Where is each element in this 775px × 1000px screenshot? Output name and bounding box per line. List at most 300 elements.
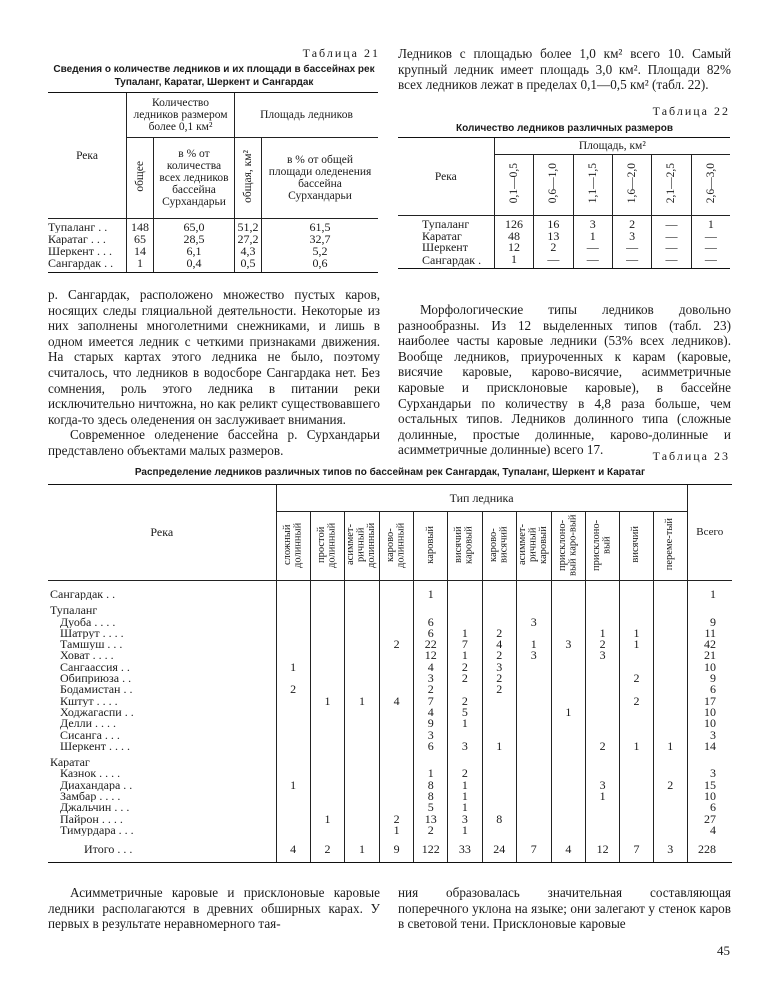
table23-cell: 1	[620, 741, 654, 752]
table22-row	[398, 242, 730, 254]
table23-cell-total: 10	[687, 662, 732, 673]
table23-row	[48, 662, 732, 673]
table23-cell	[379, 707, 413, 718]
table23-cell: 1	[414, 581, 448, 601]
table23-cell-river: Тамшуш . . .	[60, 639, 123, 651]
table23-cell	[551, 814, 585, 825]
table23-cell: 3	[448, 814, 482, 825]
table23-cell-river: Сангаассия . .	[60, 661, 130, 674]
table23-row	[48, 673, 732, 684]
table23-cell	[585, 696, 619, 707]
table23-cell: 7	[620, 836, 654, 862]
table22-cell: 2	[612, 216, 651, 231]
table22-cell: 1	[573, 231, 612, 243]
table23-cell: 2	[448, 662, 482, 673]
table23-row	[48, 707, 732, 718]
table23-row	[48, 730, 732, 741]
table23-cell	[345, 741, 380, 752]
table23-cell	[379, 650, 413, 661]
table23-cell	[620, 718, 654, 729]
table22-header-range: 1,6—2,0	[612, 155, 651, 216]
table23-cell: 3	[414, 730, 448, 741]
table23-row	[48, 684, 732, 695]
table23-cell-river: Бодамистан . .	[60, 684, 133, 696]
text-bottom-right: ния образовалась значительная составляющая поперечного уклона на языке; они залегают у стенок каров в световой тени. Присклоновые каровые	[398, 885, 731, 932]
table23-cell: 22	[414, 639, 448, 650]
table23-cell: 1	[448, 791, 482, 802]
table23-cell: 2	[414, 825, 448, 836]
table21-cell-area: 4,3	[235, 245, 262, 257]
table23-cell-total: 10	[687, 707, 732, 718]
table21-row	[48, 233, 378, 245]
table23-cell-total: 10	[687, 718, 732, 729]
table23-row	[48, 650, 732, 661]
table23-cell	[620, 752, 654, 768]
table23-cell: 7	[516, 836, 551, 862]
table23-cell	[516, 741, 551, 752]
table23-cell	[620, 581, 654, 601]
table23-group-row	[48, 752, 732, 768]
table23-cell: 1	[310, 696, 344, 707]
table23-cell: 2	[620, 696, 654, 707]
table23-cell	[310, 581, 344, 601]
table22-cell: 12	[494, 242, 534, 254]
table23-row	[48, 802, 732, 813]
table23-cell-river: Замбар . . . .	[60, 791, 121, 803]
table23-cell	[551, 741, 585, 752]
table23-cell: 2	[379, 639, 413, 650]
table21-cell-area_pct: 61,5	[262, 219, 379, 234]
table23-cell	[585, 752, 619, 768]
table21-caption: Таблица 21	[302, 46, 380, 60]
table23-cell	[653, 673, 687, 684]
table21-header-area-group: Площадь ледников	[235, 93, 379, 138]
table23-cell	[516, 707, 551, 718]
table23-cell-river: Диахандара . .	[60, 779, 133, 792]
table23-cell	[379, 581, 413, 601]
table22-cell: 48	[494, 231, 534, 243]
table23-cell	[345, 825, 380, 836]
table23-cell	[516, 768, 551, 779]
table23-cell	[310, 791, 344, 802]
table22-cell: 2	[534, 242, 573, 254]
table23-cell: 1	[448, 718, 482, 729]
table23-cell	[585, 662, 619, 673]
table23-header-type: висячий	[620, 512, 654, 581]
table23-cell: 1	[620, 639, 654, 650]
table23-cell-river: Пайрон . . . .	[60, 813, 123, 825]
table22-cell: —	[691, 254, 730, 269]
table23-cell	[345, 650, 380, 661]
table22-cell: —	[612, 242, 651, 254]
table22-header-range: 2,6—3,0	[691, 155, 730, 216]
table23-cell	[310, 768, 344, 779]
table23-cell	[379, 752, 413, 768]
table22-row	[398, 231, 730, 243]
table22-cell-river: Шеркент	[422, 242, 468, 254]
table23-cell	[379, 768, 413, 779]
table23-cell	[379, 730, 413, 741]
table23-cell	[276, 617, 310, 628]
table23-cell	[551, 730, 585, 741]
table23-cell	[551, 581, 585, 601]
table21-header-count-total: общее	[127, 138, 154, 219]
table23-cell	[585, 600, 619, 616]
table23-cell	[345, 617, 380, 628]
table23-cell: 7	[414, 696, 448, 707]
table23-row	[48, 696, 732, 707]
table22-cell-river: Каратаг	[422, 230, 462, 242]
table23-cell-total: 6	[687, 802, 732, 813]
table23-cell: 2	[448, 696, 482, 707]
table23-cell-river: Каратаг	[50, 755, 90, 769]
text-left-2: Современное оледенение бассейна р. Сурхандарьи представлено объектами малых размеров.	[48, 427, 380, 458]
table23-cell-river: Шеркент . . . .	[60, 740, 130, 753]
table23-cell	[516, 684, 551, 695]
table23-cell-total: 27	[687, 814, 732, 825]
table23-header-type: карово-висячий	[482, 512, 516, 581]
table23-cell	[310, 825, 344, 836]
table23-cell-river: Итого . . .	[48, 836, 276, 862]
table21-cell-count_pct: 28,5	[154, 233, 235, 245]
table23-cell: 1	[482, 741, 516, 752]
table21-row	[48, 245, 378, 257]
table21-header-area-pct: в % от общей площади оледенения бассейна Сурхандарьи	[262, 138, 379, 219]
table23-cell	[653, 814, 687, 825]
table23-cell: 1	[414, 768, 448, 779]
table23-group-row	[48, 600, 732, 616]
table23-cell	[276, 581, 310, 601]
table23-header-type: висячий каровый	[448, 512, 482, 581]
table23-row	[48, 628, 732, 639]
table23-cell: 4	[551, 836, 585, 862]
table21-cell-name: Шеркент . . .	[48, 245, 112, 257]
table23-header-type: присклоно-вый	[585, 512, 619, 581]
table23-cell	[310, 752, 344, 768]
table23-cell	[551, 752, 585, 768]
table23-cell: 1	[345, 836, 380, 862]
table23-cell	[551, 673, 585, 684]
table23-header-total: Всего	[687, 485, 732, 581]
table23-cell	[345, 673, 380, 684]
table23-cell-total: 9	[687, 617, 732, 628]
table21-cell-count: 14	[127, 245, 154, 257]
table23-header-river: Река	[48, 485, 276, 581]
table23-cell: 9	[414, 718, 448, 729]
table22-cell: 1	[691, 216, 730, 231]
table23-cell: 2	[482, 684, 516, 695]
table23-cell-river: Ховат . . . .	[60, 650, 114, 662]
table23-cell	[516, 718, 551, 729]
table23-cell	[585, 718, 619, 729]
table23-cell	[345, 791, 380, 802]
table23-cell: 6	[414, 628, 448, 639]
table23-cell	[585, 814, 619, 825]
table23-cell: 5	[414, 802, 448, 813]
table23-cell	[276, 707, 310, 718]
table21-cell-count_pct: 0,4	[154, 257, 235, 273]
table21-header-area-total: общая, км²	[235, 138, 262, 219]
table23-cell	[448, 581, 482, 601]
table23-cell: 4	[482, 639, 516, 650]
table23-cell	[551, 662, 585, 673]
table23-cell	[482, 780, 516, 791]
table23-cell: 2	[310, 836, 344, 862]
table21-cell-area: 0,5	[235, 257, 262, 273]
table23-cell: 3	[448, 741, 482, 752]
table23-cell: 1	[345, 696, 380, 707]
table23-row	[48, 718, 732, 729]
table23-cell	[551, 791, 585, 802]
table23-cell	[310, 730, 344, 741]
table23-cell-total: 3	[687, 768, 732, 779]
table23-cell	[516, 696, 551, 707]
table22-cell: —	[612, 254, 651, 269]
table23-cell: 2	[414, 684, 448, 695]
table23-cell	[276, 718, 310, 729]
table21	[48, 92, 378, 273]
table23-cell-total: 17	[687, 696, 732, 707]
table23-cell-river: Обиприюза . .	[60, 673, 132, 685]
table23-cell: 8	[414, 791, 448, 802]
table23-cell: 2	[448, 673, 482, 684]
table23-cell: 1	[448, 780, 482, 791]
table23-cell	[276, 741, 310, 752]
table23-cell: 1	[551, 707, 585, 718]
table23-cell	[276, 825, 310, 836]
table23-caption: Таблица 23	[652, 449, 730, 463]
table23-cell-total: 10	[687, 791, 732, 802]
table23-header-type: асиммет-ричный каровый	[516, 512, 551, 581]
table22-cell: 3	[573, 216, 612, 231]
table23-cell	[482, 696, 516, 707]
table23-cell	[310, 673, 344, 684]
table22-caption: Таблица 22	[652, 104, 730, 118]
table23-cell: 4	[414, 662, 448, 673]
table23-cell-total: 42	[687, 639, 732, 650]
table23-cell: 2	[482, 673, 516, 684]
table23-cell	[345, 628, 380, 639]
table22-cell: 1	[494, 254, 534, 269]
table23-cell	[653, 802, 687, 813]
table23-cell: 1	[585, 628, 619, 639]
table23-cell: 8	[414, 780, 448, 791]
table22-cell-river: Тупаланг	[422, 217, 470, 231]
table23-cell: 3	[585, 650, 619, 661]
table23-cell	[551, 684, 585, 695]
table23-cell	[379, 662, 413, 673]
table22	[398, 137, 730, 269]
table22-header-range: 2,1—2,5	[652, 155, 691, 216]
text-right-1: Морфологические типы ледников довольно разнообразны. Из 12 выделенных типов (табл. 23) наиболее часты каровые ледники (53% всех ледников). Вообще ледников, приуроченных к карам (каровые, висячие каровые, карово-висячие, асимметричные каровые и присклоновые каровые), в бассейне Сурхандарьи по количеству в 4,8 раза больше, чем остальных типов. Ледников долинного типа (сложные долинные, простые долинные, карово-долинные и асимметричные долинные) всего 17.	[398, 302, 731, 458]
table22-header-area-group: Площадь, км²	[494, 138, 730, 155]
table23-cell	[276, 600, 310, 616]
table23-cell: 12	[585, 836, 619, 862]
table23-title: Распределение ледников различных типов по бассейнам рек Сангардак, Тупаланг, Шеркент и Каратаг	[134, 467, 646, 478]
table23-cell	[345, 780, 380, 791]
table23-cell	[482, 791, 516, 802]
table22-cell-river: Сангардак .	[398, 254, 494, 269]
table23-cell	[653, 707, 687, 718]
table22-cell: —	[691, 242, 730, 254]
table23-cell	[482, 718, 516, 729]
table23-cell	[310, 780, 344, 791]
table23-cell	[310, 628, 344, 639]
table23-cell	[585, 825, 619, 836]
table23-cell	[551, 718, 585, 729]
table23-cell: 122	[414, 836, 448, 862]
table23-cell	[482, 825, 516, 836]
table23-cell	[482, 707, 516, 718]
table23-cell	[310, 707, 344, 718]
table23-cell	[551, 768, 585, 779]
table23-cell	[345, 730, 380, 741]
table21-cell-count: 1	[127, 257, 154, 273]
table23-cell: 2	[653, 780, 687, 791]
table22-header-range: 0,1—0,5	[494, 155, 534, 216]
table23-row	[48, 741, 732, 752]
table22-cell: —	[573, 242, 612, 254]
table23-cell	[482, 581, 516, 601]
table23-header-type: сложный долинный	[276, 512, 310, 581]
table21-cell-count_pct: 65,0	[154, 219, 235, 234]
table23-cell: 2	[276, 684, 310, 695]
table23-cell: 1	[276, 662, 310, 673]
table23-cell	[653, 617, 687, 628]
text-top-right: Ледников с площадью более 1,0 км² всего 10. Самый крупный ледник имеет площадь 3,0 км². Площади 82% всех ледников лежат в пределах 0,1—0,5 км² (табл. 22).	[398, 46, 731, 93]
table23-cell	[620, 814, 654, 825]
table23-cell	[345, 662, 380, 673]
table23-row	[48, 768, 732, 779]
table21-title: Сведения о количестве ледников и их площади в бассейнах рек Тупаланг, Каратаг, Шеркент и Сангардак	[53, 64, 375, 88]
table21-row	[48, 219, 378, 234]
table23-cell	[620, 768, 654, 779]
table23-cell: 4	[379, 696, 413, 707]
table23-cell	[653, 600, 687, 616]
table23-cell	[551, 802, 585, 813]
table23-cell-river: Сангардак . .	[50, 587, 116, 601]
table23-cell-river: Кштут . . . .	[60, 695, 118, 707]
table23-row	[48, 581, 732, 601]
table23-cell	[620, 802, 654, 813]
table23-cell: 2	[585, 741, 619, 752]
table23-cell	[448, 600, 482, 616]
table23-cell: 1	[516, 639, 551, 650]
table21-cell-area_pct: 5,2	[262, 245, 379, 257]
table21-cell-area: 27,2	[235, 233, 262, 245]
table23-cell-river: Тупаланг	[50, 603, 98, 617]
table23-cell	[653, 684, 687, 695]
table23-header-type-group: Тип ледника	[276, 485, 687, 512]
table23-row	[48, 639, 732, 650]
table23-header-type: асиммет-ричный долинный	[345, 512, 380, 581]
table23-cell	[345, 581, 380, 601]
table22-cell: —	[534, 254, 573, 269]
table23-cell	[620, 791, 654, 802]
table23-cell	[379, 673, 413, 684]
table23-cell-total: 1	[687, 581, 732, 601]
table23-cell: 4	[276, 836, 310, 862]
table23-cell	[345, 752, 380, 768]
table23-cell	[516, 802, 551, 813]
table23-cell: 3	[551, 639, 585, 650]
table23-cell	[345, 639, 380, 650]
table23-cell: 6	[414, 617, 448, 628]
table23-cell	[482, 752, 516, 768]
table22-row	[398, 216, 730, 231]
table23-cell: 1	[620, 628, 654, 639]
table23-cell	[516, 752, 551, 768]
table23-cell	[482, 600, 516, 616]
table23-cell-total: 3	[687, 730, 732, 741]
table23-cell: 3	[414, 673, 448, 684]
table23-cell	[276, 791, 310, 802]
table23-cell	[276, 752, 310, 768]
table23-cell-total: 4	[687, 825, 732, 836]
table23-cell	[516, 662, 551, 673]
table23-cell	[585, 707, 619, 718]
table23-cell-total: 21	[687, 650, 732, 661]
table21-cell-name: Сангардак . .	[48, 257, 127, 273]
table23-cell	[379, 617, 413, 628]
table23-cell	[551, 650, 585, 661]
table22-row	[398, 254, 730, 269]
table23-cell: 2	[482, 650, 516, 661]
table21-cell-count: 65	[127, 233, 154, 245]
table23-cell	[551, 600, 585, 616]
table23-cell-river: Шатрут . . . .	[60, 627, 124, 640]
table23-cell	[379, 600, 413, 616]
table23-cell	[345, 768, 380, 779]
text-bottom-left: Асимметричные каровые и присклоновые каровые ледники располагаются в древних обширных карах. У первых в результате неравномерного тая-	[48, 885, 380, 932]
table21-row	[48, 257, 378, 273]
table23-cell	[310, 600, 344, 616]
table23-cell-total: 14	[687, 741, 732, 752]
table23-cell	[379, 791, 413, 802]
table23-cell-river: Дуоба . . . .	[60, 616, 116, 628]
table23-cell: 2	[482, 628, 516, 639]
table21-header-count-pct: в % от количества всех ледников бассейна Сурхандарьи	[154, 138, 235, 219]
table23-cell	[276, 639, 310, 650]
table23-cell: 2	[379, 814, 413, 825]
table23-cell	[276, 696, 310, 707]
table23-cell	[345, 802, 380, 813]
table23-cell: 1	[585, 791, 619, 802]
table23-cell	[653, 752, 687, 768]
table21-cell-count_pct: 6,1	[154, 245, 235, 257]
table23-row	[48, 791, 732, 802]
table23-header-type: переме-тый	[653, 512, 687, 581]
table23-cell	[653, 662, 687, 673]
table23-cell	[345, 600, 380, 616]
table23-cell	[276, 730, 310, 741]
table23-cell	[345, 718, 380, 729]
table23-cell: 3	[653, 836, 687, 862]
table23-cell: 1	[448, 825, 482, 836]
table21-cell-name: Тупаланг . .	[48, 220, 108, 233]
table23-cell: 8	[482, 814, 516, 825]
table23-cell-river: Делли . . . .	[60, 718, 117, 730]
table22-cell: 3	[612, 231, 651, 243]
table23-cell	[585, 581, 619, 601]
table23-cell	[516, 730, 551, 741]
table23-cell	[345, 814, 380, 825]
table23-cell	[620, 707, 654, 718]
table23-cell	[653, 696, 687, 707]
table23-cell-total: 6	[687, 684, 732, 695]
table23-cell	[516, 791, 551, 802]
table23-cell: 3	[585, 780, 619, 791]
